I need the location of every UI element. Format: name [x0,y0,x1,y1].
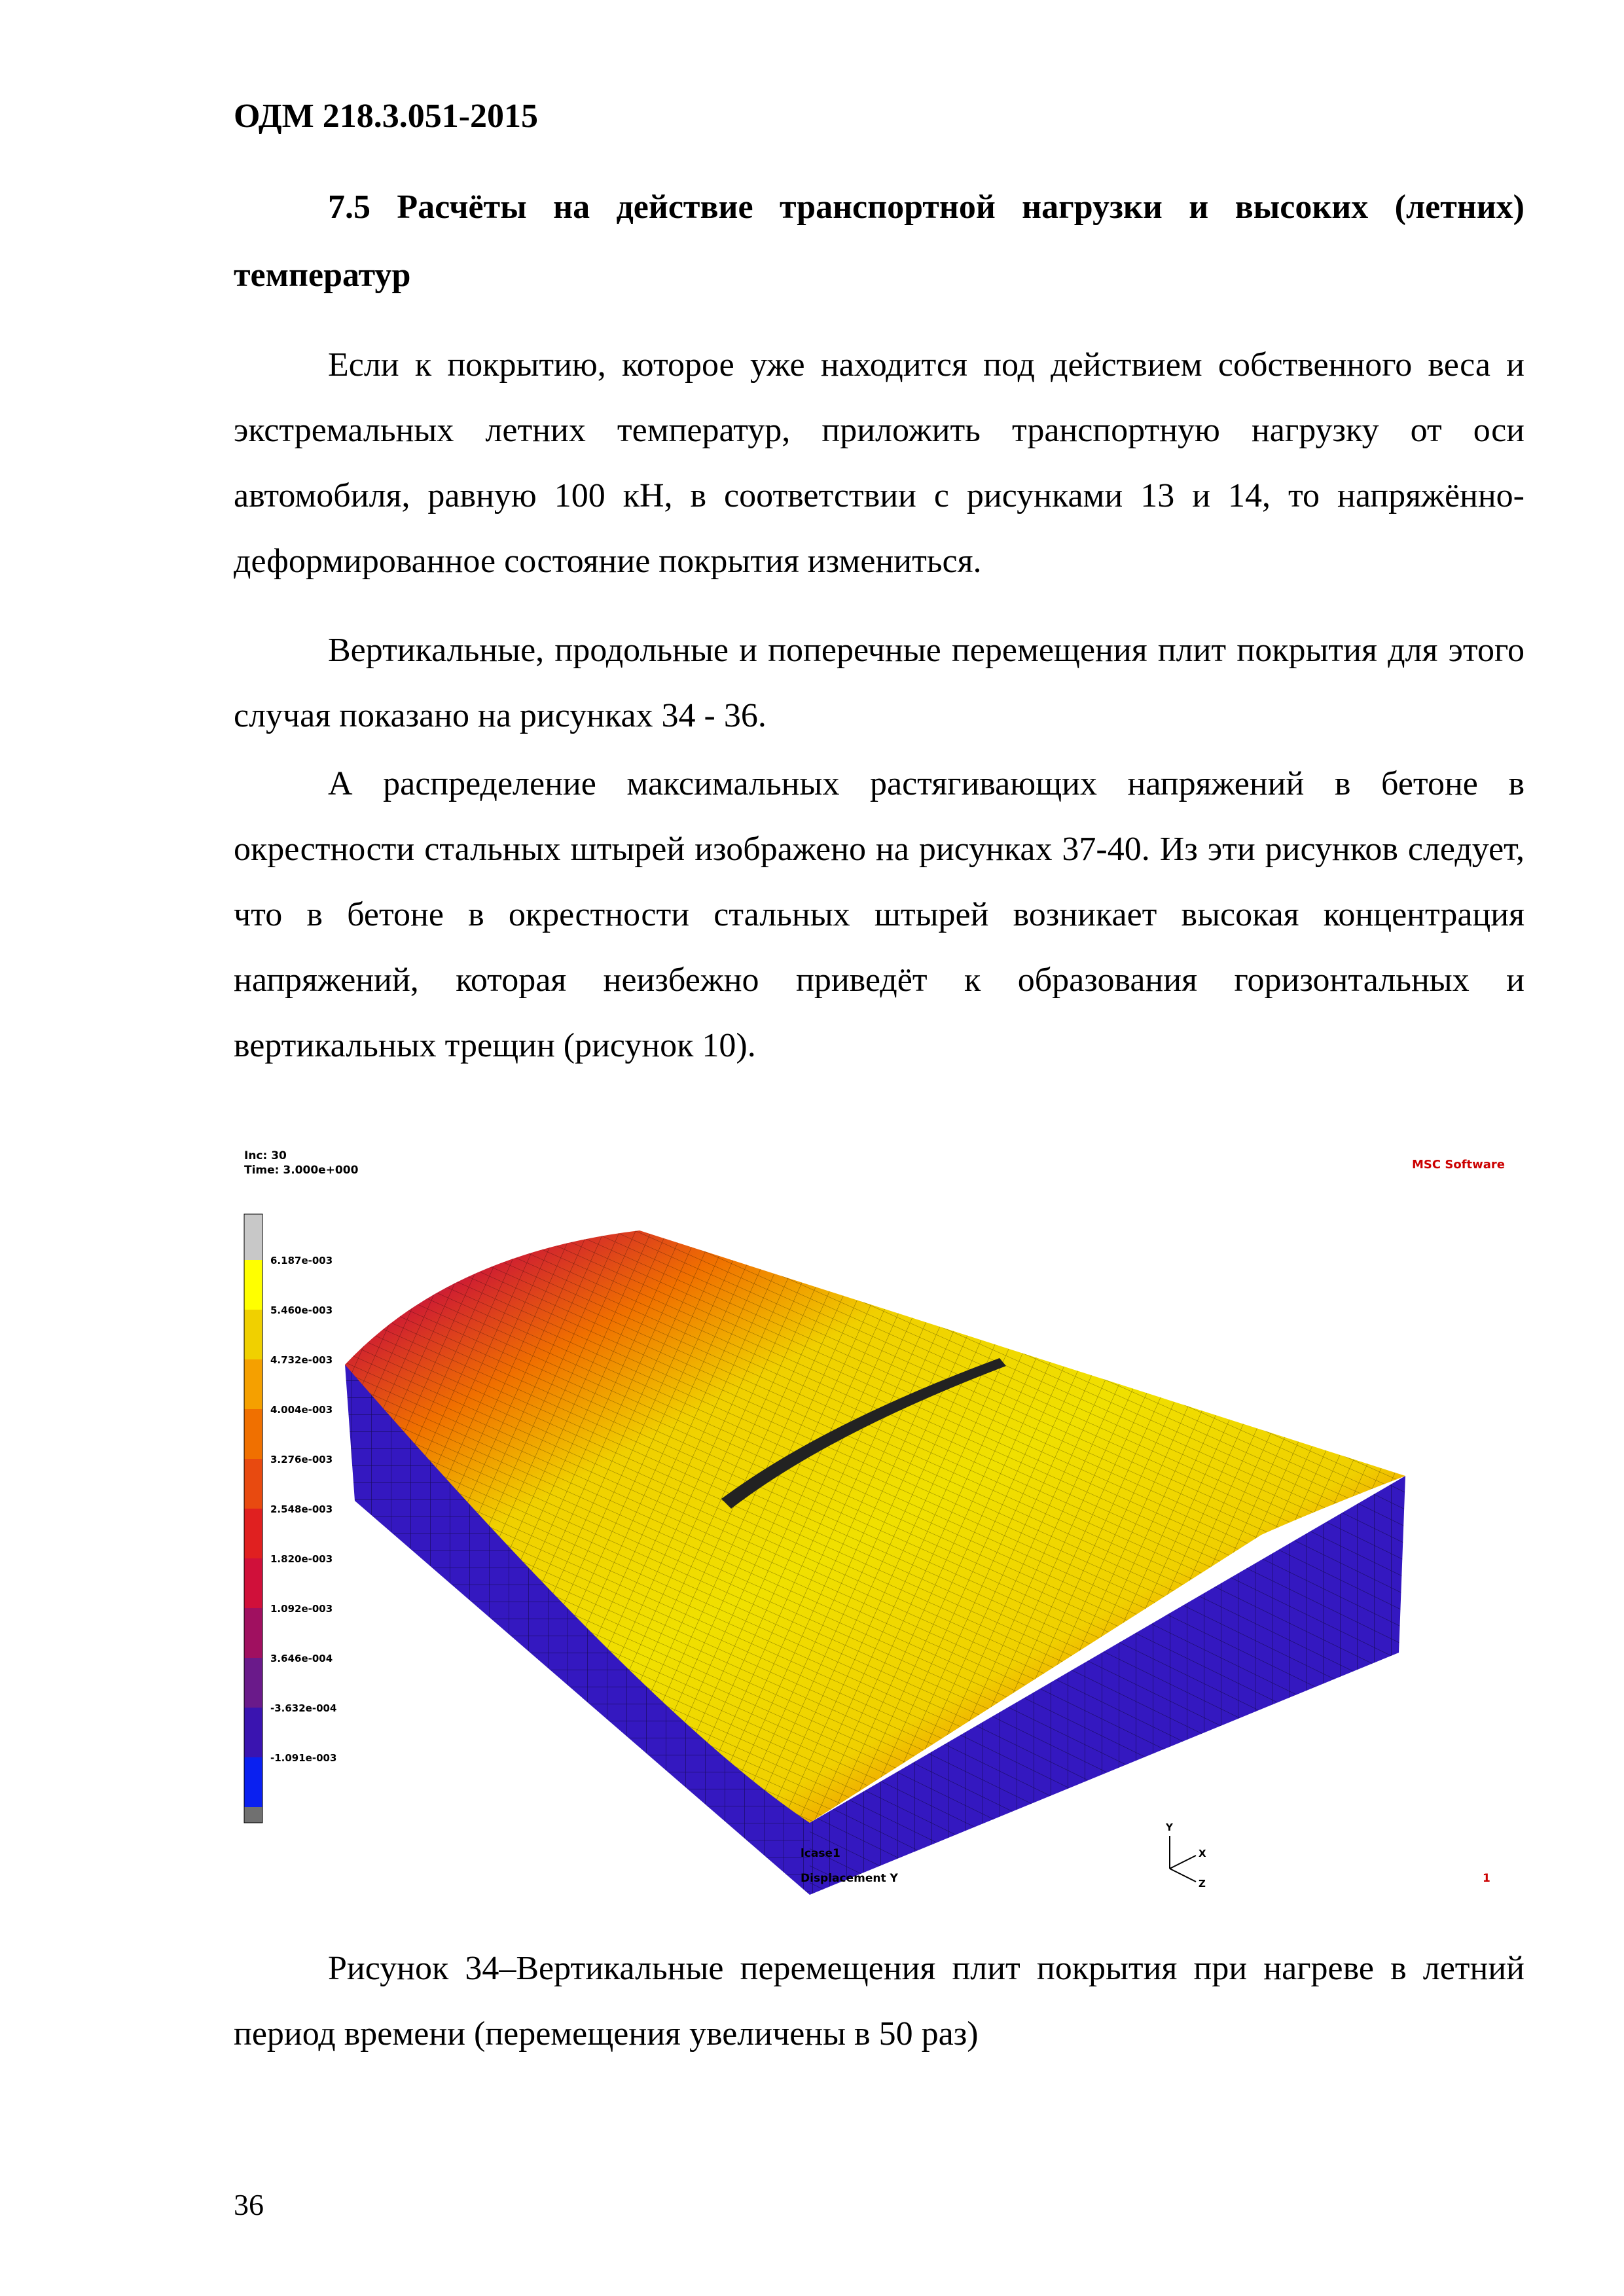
legend-label: 2.548e-003 [270,1503,333,1515]
legend-label: 3.646e-004 [270,1653,333,1664]
legend-label: -1.091e-003 [270,1752,337,1764]
paragraph-1: Если к покрытию, которое уже находится под действием собственного веса и экстремальных летних температур, приложить транспортную нагрузку от оси автомобиля, равную 100 кН, в соответствии с рисунками 13 и 14, то напряжённо-деформированное состояние покрытия измениться. [234,346,1525,580]
paragraph-2: Вертикальные, продольные и поперечные перемещения плит покрытия для этого случая показано на рисунках 34 - 36. [234,632,1525,734]
frame-number: 1 [1483,1872,1490,1885]
legend-label: 3.276e-003 [270,1454,333,1465]
section-heading: 7.5 Расчёты на действие транспортной нагрузки и высоких (летних) температур [234,188,1525,294]
legend-swatch [244,1260,262,1310]
time-label: Time: 3.000e+000 [244,1164,359,1177]
axis-x-label: X [1199,1848,1206,1859]
legend-swatch [244,1409,262,1459]
legend-swatch [244,1310,262,1359]
document-code: ОДМ 218.3.051-2015 [234,98,539,135]
quantity-label: Displacement Y [801,1872,898,1885]
axis-triad [1170,1836,1196,1882]
legend-label: 4.732e-003 [270,1354,333,1366]
legend-swatch [244,1658,262,1708]
legend-label: 4.004e-003 [270,1404,333,1416]
legend-label: 1.820e-003 [270,1553,333,1565]
axis-y-label: Y [1166,1821,1173,1833]
color-legend [244,1214,336,1823]
load-case-label: lcase1 [801,1847,840,1860]
legend-top-swatch [244,1214,262,1260]
legend-swatch [244,1608,262,1658]
figure-34 [234,1142,1526,1914]
fem-plot [234,1142,1526,1914]
inc-label: Inc: 30 [244,1149,287,1162]
msc-software-logo: MSC Software [1412,1158,1505,1172]
legend-swatch [244,1359,262,1409]
legend-label: 6.187e-003 [270,1255,333,1266]
axis-z-label: Z [1199,1878,1206,1890]
legend-label: -3.632e-004 [270,1702,337,1714]
legend-swatch [244,1459,262,1509]
legend-swatch [244,1708,262,1757]
slab-model [345,1230,1405,1895]
page-number: 36 [234,2188,264,2221]
legend-label: 1.092e-003 [270,1603,333,1615]
legend-swatch [244,1757,262,1807]
legend-swatch [244,1509,262,1558]
figure-caption: Рисунок 34–Вертикальные перемещения плит покрытия при нагреве в летний период времени (перемещения увеличены в 50 раз) [234,1950,1525,2053]
legend-swatch [244,1558,262,1608]
legend-label: 5.460e-003 [270,1304,333,1316]
paragraph-3: А распределение максимальных растягивающих напряжений в бетоне в окрестности стальных штырей изображено на рисунках 37-40. Из эти рисунков следует, что в бетоне в окрестности стальных штырей возникает высокая концентрация напряжений, которая неизбежно приведёт к образования горизонтальных и вертикальных трещин (рисунок 10). [234,765,1525,1064]
